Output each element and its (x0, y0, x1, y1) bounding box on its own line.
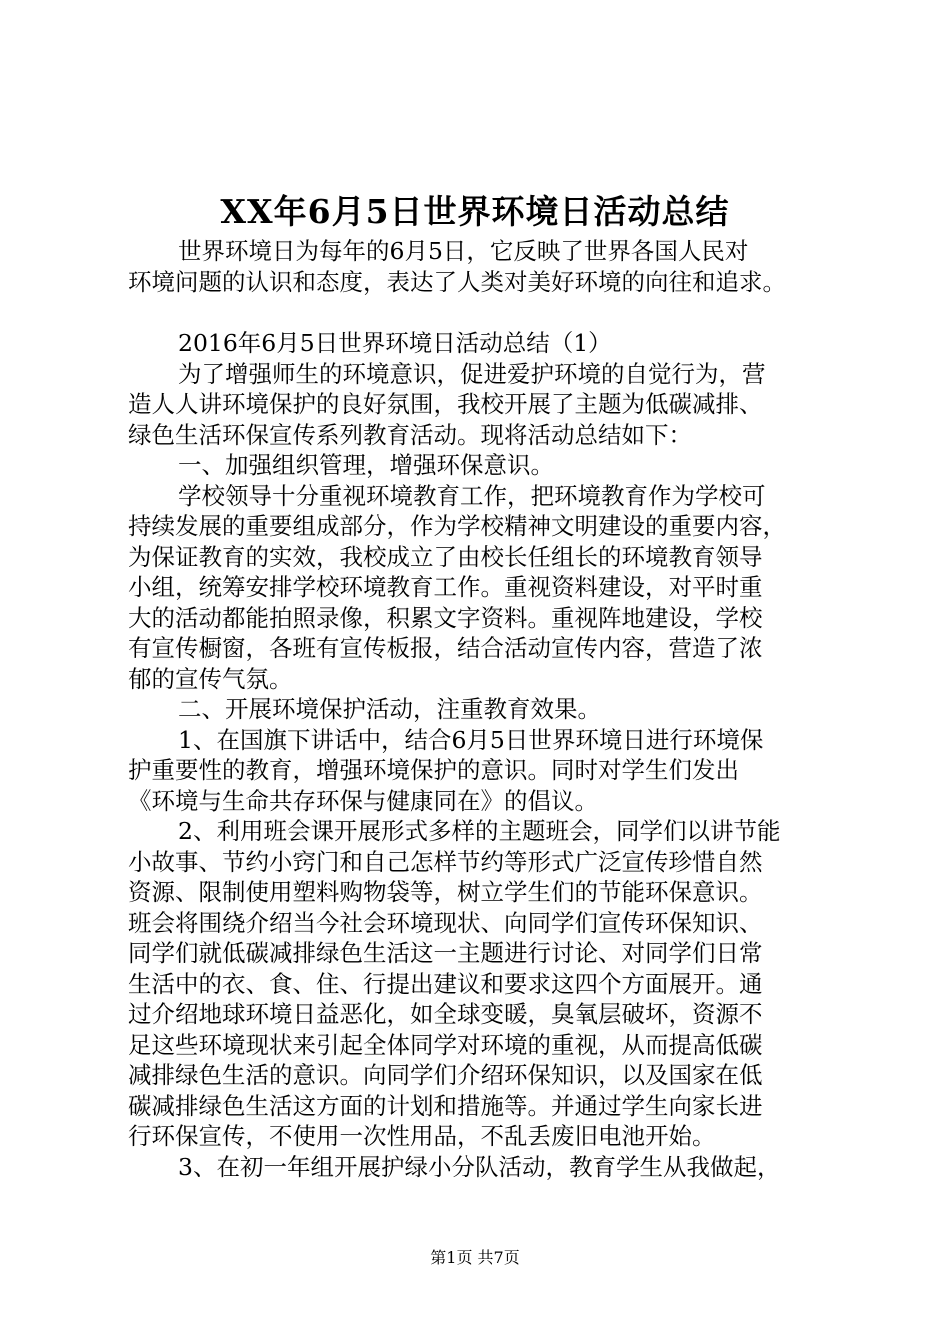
intro-line: 环境问题的认识和态度，表达了人类对美好环境的向往和追求。 (128, 268, 786, 296)
body-line: 碳减排绿色生活这方面的计划和措施等。并通过学生向家长进 (128, 1091, 763, 1120)
body-line: 大的活动都能拍照录像，积累文字资料。重视阵地建设，学校 (128, 603, 763, 632)
body-line: 过介绍地球环境日益恶化，如全球变暖，臭氧层破坏，资源不 (128, 1000, 763, 1028)
intro-paragraph (128, 236, 868, 298)
body-line: 造人人讲环境保护的良好氛围，我校开展了主题为低碳减排、 (128, 390, 763, 418)
body-line: 1、在国旗下讲话中，结合6月5日世界环境日进行环境保 (178, 725, 764, 754)
body-line: 2016年6月5日世界环境日活动总结（1） (178, 329, 612, 357)
body-line: 二、开展环境保护活动，注重教育效果。 (178, 695, 601, 723)
body-line: 学校领导十分重视环境教育工作，把环境教育作为学校可 (178, 481, 766, 510)
page-footer: 第1页 共7页 (430, 1248, 520, 1267)
body-line: 《环境与生命共存环保与健康同在》的倡议。 (128, 786, 598, 815)
body-line: 小组，统筹安排学校环境教育工作。重视资料建设，对平时重 (128, 573, 763, 601)
body-line: 资源、限制使用塑料购物袋等，树立学生们的节能环保意识。 (128, 878, 763, 906)
body-line: 为保证教育的实效，我校成立了由校长任组长的环境教育领导 (128, 542, 763, 571)
body-line: 小故事、节约小窍门和自己怎样节约等形式广泛宣传珍惜自然 (128, 847, 763, 876)
body-line: 同学们就低碳减排绿色生活这一主题进行讨论、对同学们日常 (128, 939, 763, 967)
body-line: 为了增强师生的环境意识，促进爱护环境的自觉行为，营 (178, 359, 766, 388)
body-line: 护重要性的教育，增强环境保护的意识。同时对学生们发出 (128, 756, 739, 784)
body-line: 班会将围绕介绍当今社会环境现状、向同学们宣传环保知识、 (128, 908, 763, 937)
body-line: 郁的宣传气氛。 (128, 664, 293, 693)
body-line: 持续发展的重要组成部分，作为学校精神文明建设的重要内容， (128, 512, 786, 540)
body-line: 足这些环境现状来引起全体同学对环境的重视，从而提高低碳 (128, 1030, 763, 1059)
body-line: 2、利用班会课开展形式多样的主题班会，同学们以讲节能 (178, 817, 781, 845)
body-line: 3、在初一年组开展护绿小分队活动，教育学生从我做起， (178, 1152, 781, 1181)
body-line: 有宣传橱窗，各班有宣传板报，结合活动宣传内容，营造了浓 (128, 634, 763, 662)
body-line: 减排绿色生活的意识。向同学们介绍环保知识，以及国家在低 (128, 1061, 763, 1089)
document-body (128, 328, 828, 1182)
intro-line: 世界环境日为每年的6月5日，它反映了世界各国人民对 (178, 237, 749, 265)
document-title: XX年6月5日世界环境日活动总结 (220, 192, 730, 231)
body-line: 生活中的衣、食、住、行提出建议和要求这四个方面展开。通 (128, 969, 763, 998)
body-line: 行环保宣传，不使用一次性用品，不乱丢废旧电池开始。 (128, 1122, 716, 1150)
body-line: 绿色生活环保宣传系列教育活动。现将活动总结如下： (128, 420, 692, 449)
body-line: 一、加强组织管理，增强环保意识。 (178, 451, 554, 479)
